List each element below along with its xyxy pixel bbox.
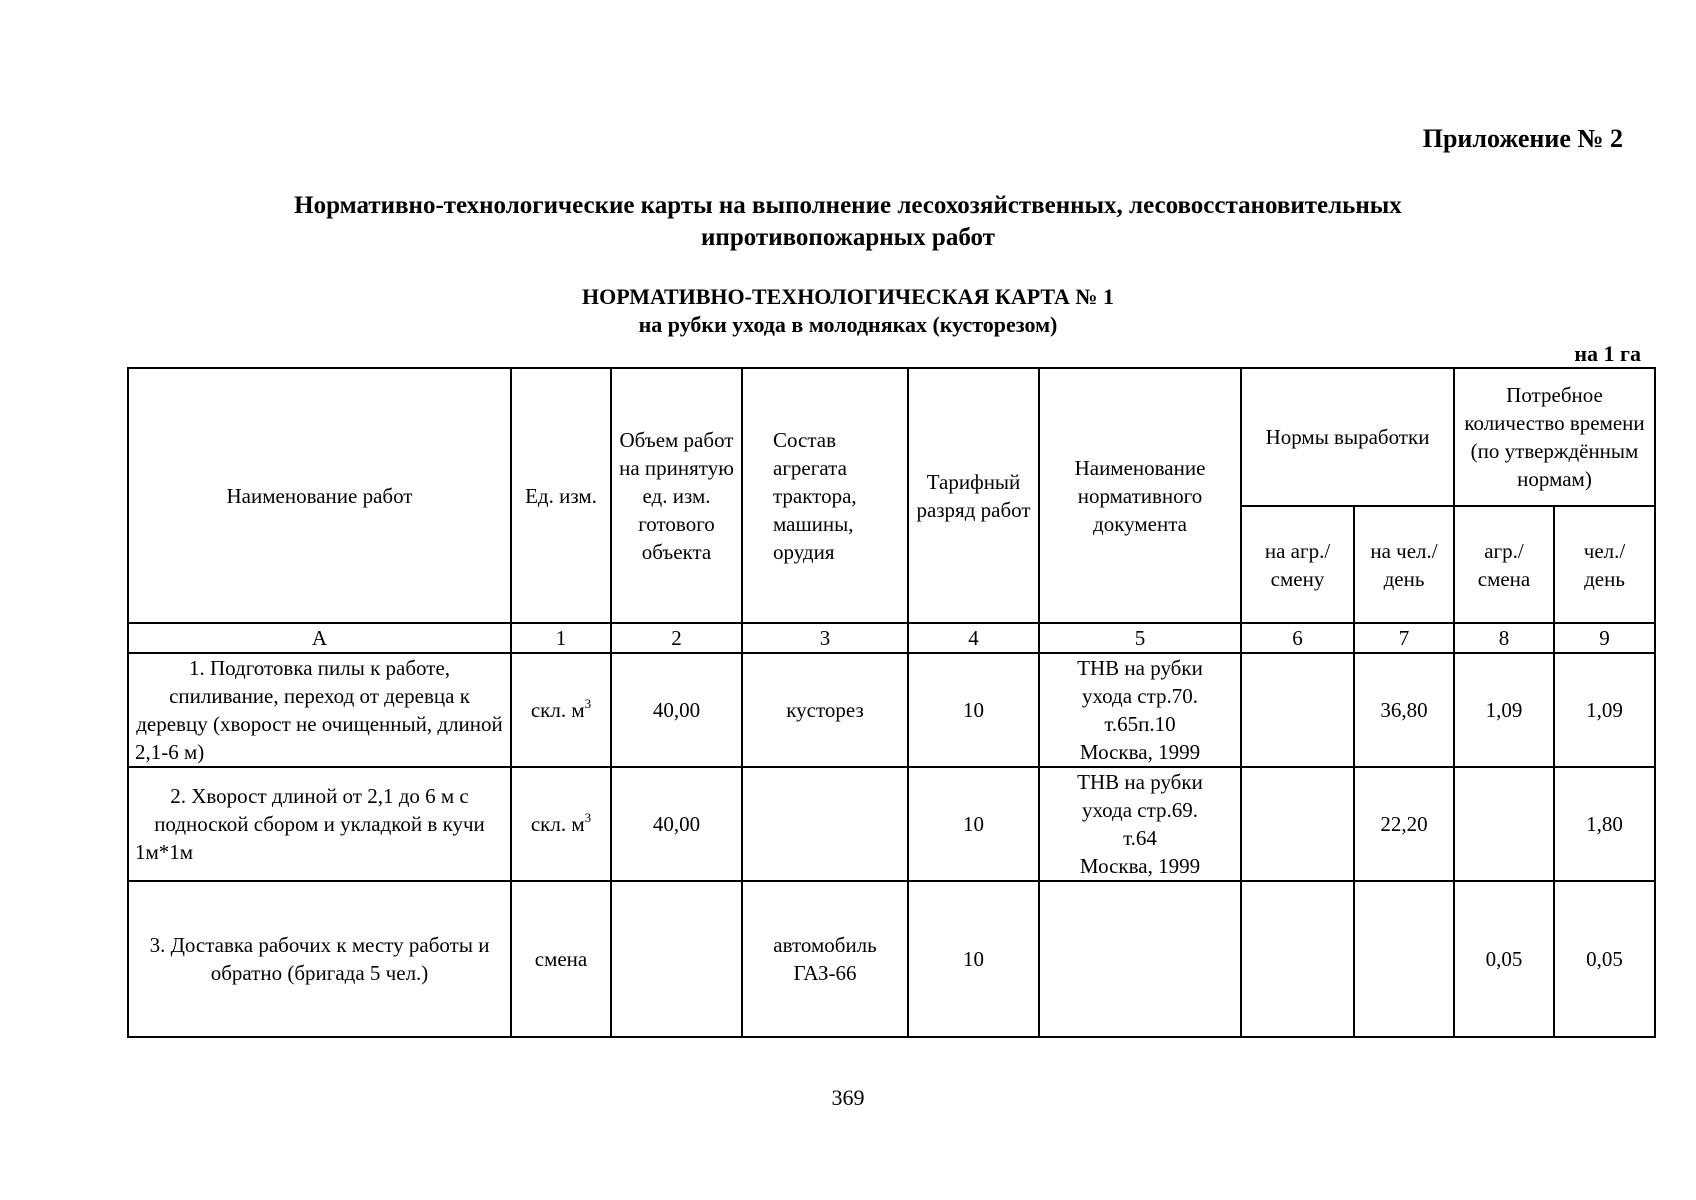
header-agr-shift: агр./ смена: [1454, 506, 1554, 623]
page-number: 369: [831, 1085, 865, 1110]
cell-time-agr: 1,09: [1454, 653, 1554, 767]
cell-unit: [511, 767, 611, 881]
cell-doc: [1039, 653, 1241, 767]
column-index: 8: [1454, 623, 1554, 653]
cell-norm-man: 36,80: [1354, 653, 1454, 767]
cell-doc-line: ТНВ на рубки: [1077, 770, 1203, 794]
document-title-line-1: Нормативно-технологические карты на выполнение лесохозяйственных, лесовосстановительных: [294, 192, 1402, 219]
cell-work: 3. Доставка рабочих к месту работы и обратно (бригада 5 чел.): [128, 881, 511, 1037]
cell-composition: [742, 767, 908, 881]
header-per-agr-shift: на агр./ смену: [1241, 506, 1354, 623]
cell-composition: автомобиль ГАЗ-66: [742, 881, 908, 1037]
cell-tariff: 10: [908, 653, 1039, 767]
column-index: 9: [1554, 623, 1655, 653]
cell-doc: [1039, 767, 1241, 881]
cell-tariff: 10: [908, 767, 1039, 881]
table-row: [128, 881, 1655, 1037]
table-row: [128, 767, 1655, 881]
card-title-block: [0, 283, 1696, 339]
header-row-1: [128, 368, 1655, 506]
header-time-needed: Потребное количество времени (по утверждённым нормам): [1454, 368, 1655, 506]
cell-doc-line: ухода стр.70.: [1081, 684, 1199, 708]
cell-norm-agr: [1241, 653, 1354, 767]
cell-time-man: 0,05: [1554, 881, 1655, 1037]
header-composition: Состав агрегата трактора, машины, орудия: [742, 368, 908, 623]
cell-doc: [1039, 881, 1241, 1037]
cell-norm-agr: [1241, 767, 1354, 881]
unit-note: на 1 га: [1574, 341, 1641, 366]
cell-doc-line: Москва, 1999: [1079, 854, 1201, 878]
cell-doc-line: Москва, 1999: [1079, 740, 1201, 764]
cell-volume: 40,00: [611, 653, 742, 767]
header-per-man-day: на чел./ день: [1354, 506, 1454, 623]
column-index: 3: [742, 623, 908, 653]
cell-doc-line: ТНВ на рубки: [1077, 656, 1203, 680]
column-index: 2: [611, 623, 742, 653]
column-index: 7: [1354, 623, 1454, 653]
column-index: А: [128, 623, 511, 653]
norms-table: [127, 367, 1656, 1038]
column-index: 6: [1241, 623, 1354, 653]
document-title-line-2: ипротивопожарных работ: [701, 224, 995, 251]
cell-time-agr: [1454, 767, 1554, 881]
header-man-day: чел./ день: [1554, 506, 1655, 623]
cell-composition: кусторез: [742, 653, 908, 767]
cell-doc-line: т.64: [1123, 826, 1157, 850]
column-index: 4: [908, 623, 1039, 653]
cell-norm-man: [1354, 881, 1454, 1037]
cell-work: 2. Хворост длиной от 2,1 до 6 м с подноской сбором и укладкой в кучи 1м*1м: [128, 767, 511, 881]
card-title: НОРМАТИВНО-ТЕХНОЛОГИЧЕСКАЯ КАРТА № 1: [581, 284, 1114, 309]
cell-unit-text: скл. м: [530, 812, 585, 836]
cell-volume: [611, 881, 742, 1037]
cell-norm-man: 22,20: [1354, 767, 1454, 881]
header-doc-name: Наименование нормативного документа: [1039, 368, 1241, 623]
cell-norm-agr: [1241, 881, 1354, 1037]
table-row: [128, 653, 1655, 767]
header-tariff: Тарифный разряд работ: [908, 368, 1039, 623]
cell-unit-text: скл. м: [530, 698, 585, 722]
cell-time-agr: 0,05: [1454, 881, 1554, 1037]
column-index-row: [128, 623, 1655, 653]
cell-unit: [511, 653, 611, 767]
header-unit: Ед. изм.: [511, 368, 611, 623]
cell-tariff: 10: [908, 881, 1039, 1037]
cell-unit-superscript: 3: [584, 696, 592, 711]
document-title: [0, 190, 1696, 254]
cell-doc-line: ухода стр.69.: [1081, 798, 1199, 822]
column-index: 1: [511, 623, 611, 653]
cell-time-man: 1,80: [1554, 767, 1655, 881]
cell-work: 1. Подготовка пилы к работе, спиливание, переход от деревца к деревцу (хворост не очищенный, длиной 2,1-6 м): [128, 653, 511, 767]
header-volume: Объем работ на принятую ед. изм. готового объекта: [611, 368, 742, 623]
cell-doc-line: т.65п.10: [1104, 712, 1176, 736]
card-subtitle: на рубки ухода в молодняках (кусторезом): [638, 312, 1058, 337]
header-output-norms: Нормы выработки: [1241, 368, 1454, 506]
cell-time-man: 1,09: [1554, 653, 1655, 767]
appendix-label: Приложение № 2: [1422, 124, 1623, 153]
cell-unit-superscript: 3: [584, 810, 592, 825]
column-index: 5: [1039, 623, 1241, 653]
header-work-name: Наименование работ: [128, 368, 511, 623]
cell-unit: смена: [511, 881, 611, 1037]
cell-volume: 40,00: [611, 767, 742, 881]
